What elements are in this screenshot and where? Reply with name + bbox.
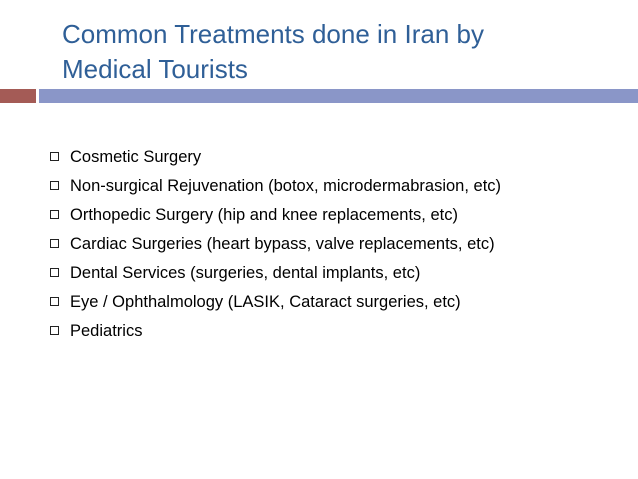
square-bullet-icon <box>50 326 59 335</box>
slide-title-line-1: Common Treatments done in Iran by <box>62 19 484 49</box>
square-bullet-icon <box>50 268 59 277</box>
bullet-item-pediatrics <box>50 317 630 346</box>
bullet-item-cosmetic-surgery <box>50 143 630 172</box>
bullet-list <box>50 143 630 346</box>
title-divider-accent <box>0 89 36 103</box>
bullet-text: Dental Services (surgeries, dental implants, etc) <box>70 264 421 282</box>
bullet-text: Non-surgical Rejuvenation (botox, microdermabrasion, etc) <box>70 177 502 195</box>
square-bullet-icon <box>50 210 59 219</box>
square-bullet-icon <box>50 239 59 248</box>
square-bullet-icon <box>50 181 59 190</box>
bullet-text: Eye / Ophthalmology (LASIK, Cataract surgeries, etc) <box>70 293 461 311</box>
bullet-text: Cardiac Surgeries (heart bypass, valve replacements, etc) <box>70 235 495 253</box>
bullet-item-dental-services <box>50 259 630 288</box>
slide-title <box>62 17 622 87</box>
bullet-text: Pediatrics <box>70 322 143 340</box>
square-bullet-icon <box>50 297 59 306</box>
bullet-text: Cosmetic Surgery <box>70 148 202 166</box>
bullet-item-non-surgical-rejuvenation <box>50 172 630 201</box>
title-divider-bar <box>39 89 638 103</box>
bullet-text: Orthopedic Surgery (hip and knee replacements, etc) <box>70 206 458 224</box>
bullet-item-eye-ophthalmology <box>50 288 630 317</box>
square-bullet-icon <box>50 152 59 161</box>
bullet-item-cardiac-surgeries <box>50 230 630 259</box>
slide-title-line-2: Medical Tourists <box>62 54 248 84</box>
bullet-item-orthopedic-surgery <box>50 201 630 230</box>
